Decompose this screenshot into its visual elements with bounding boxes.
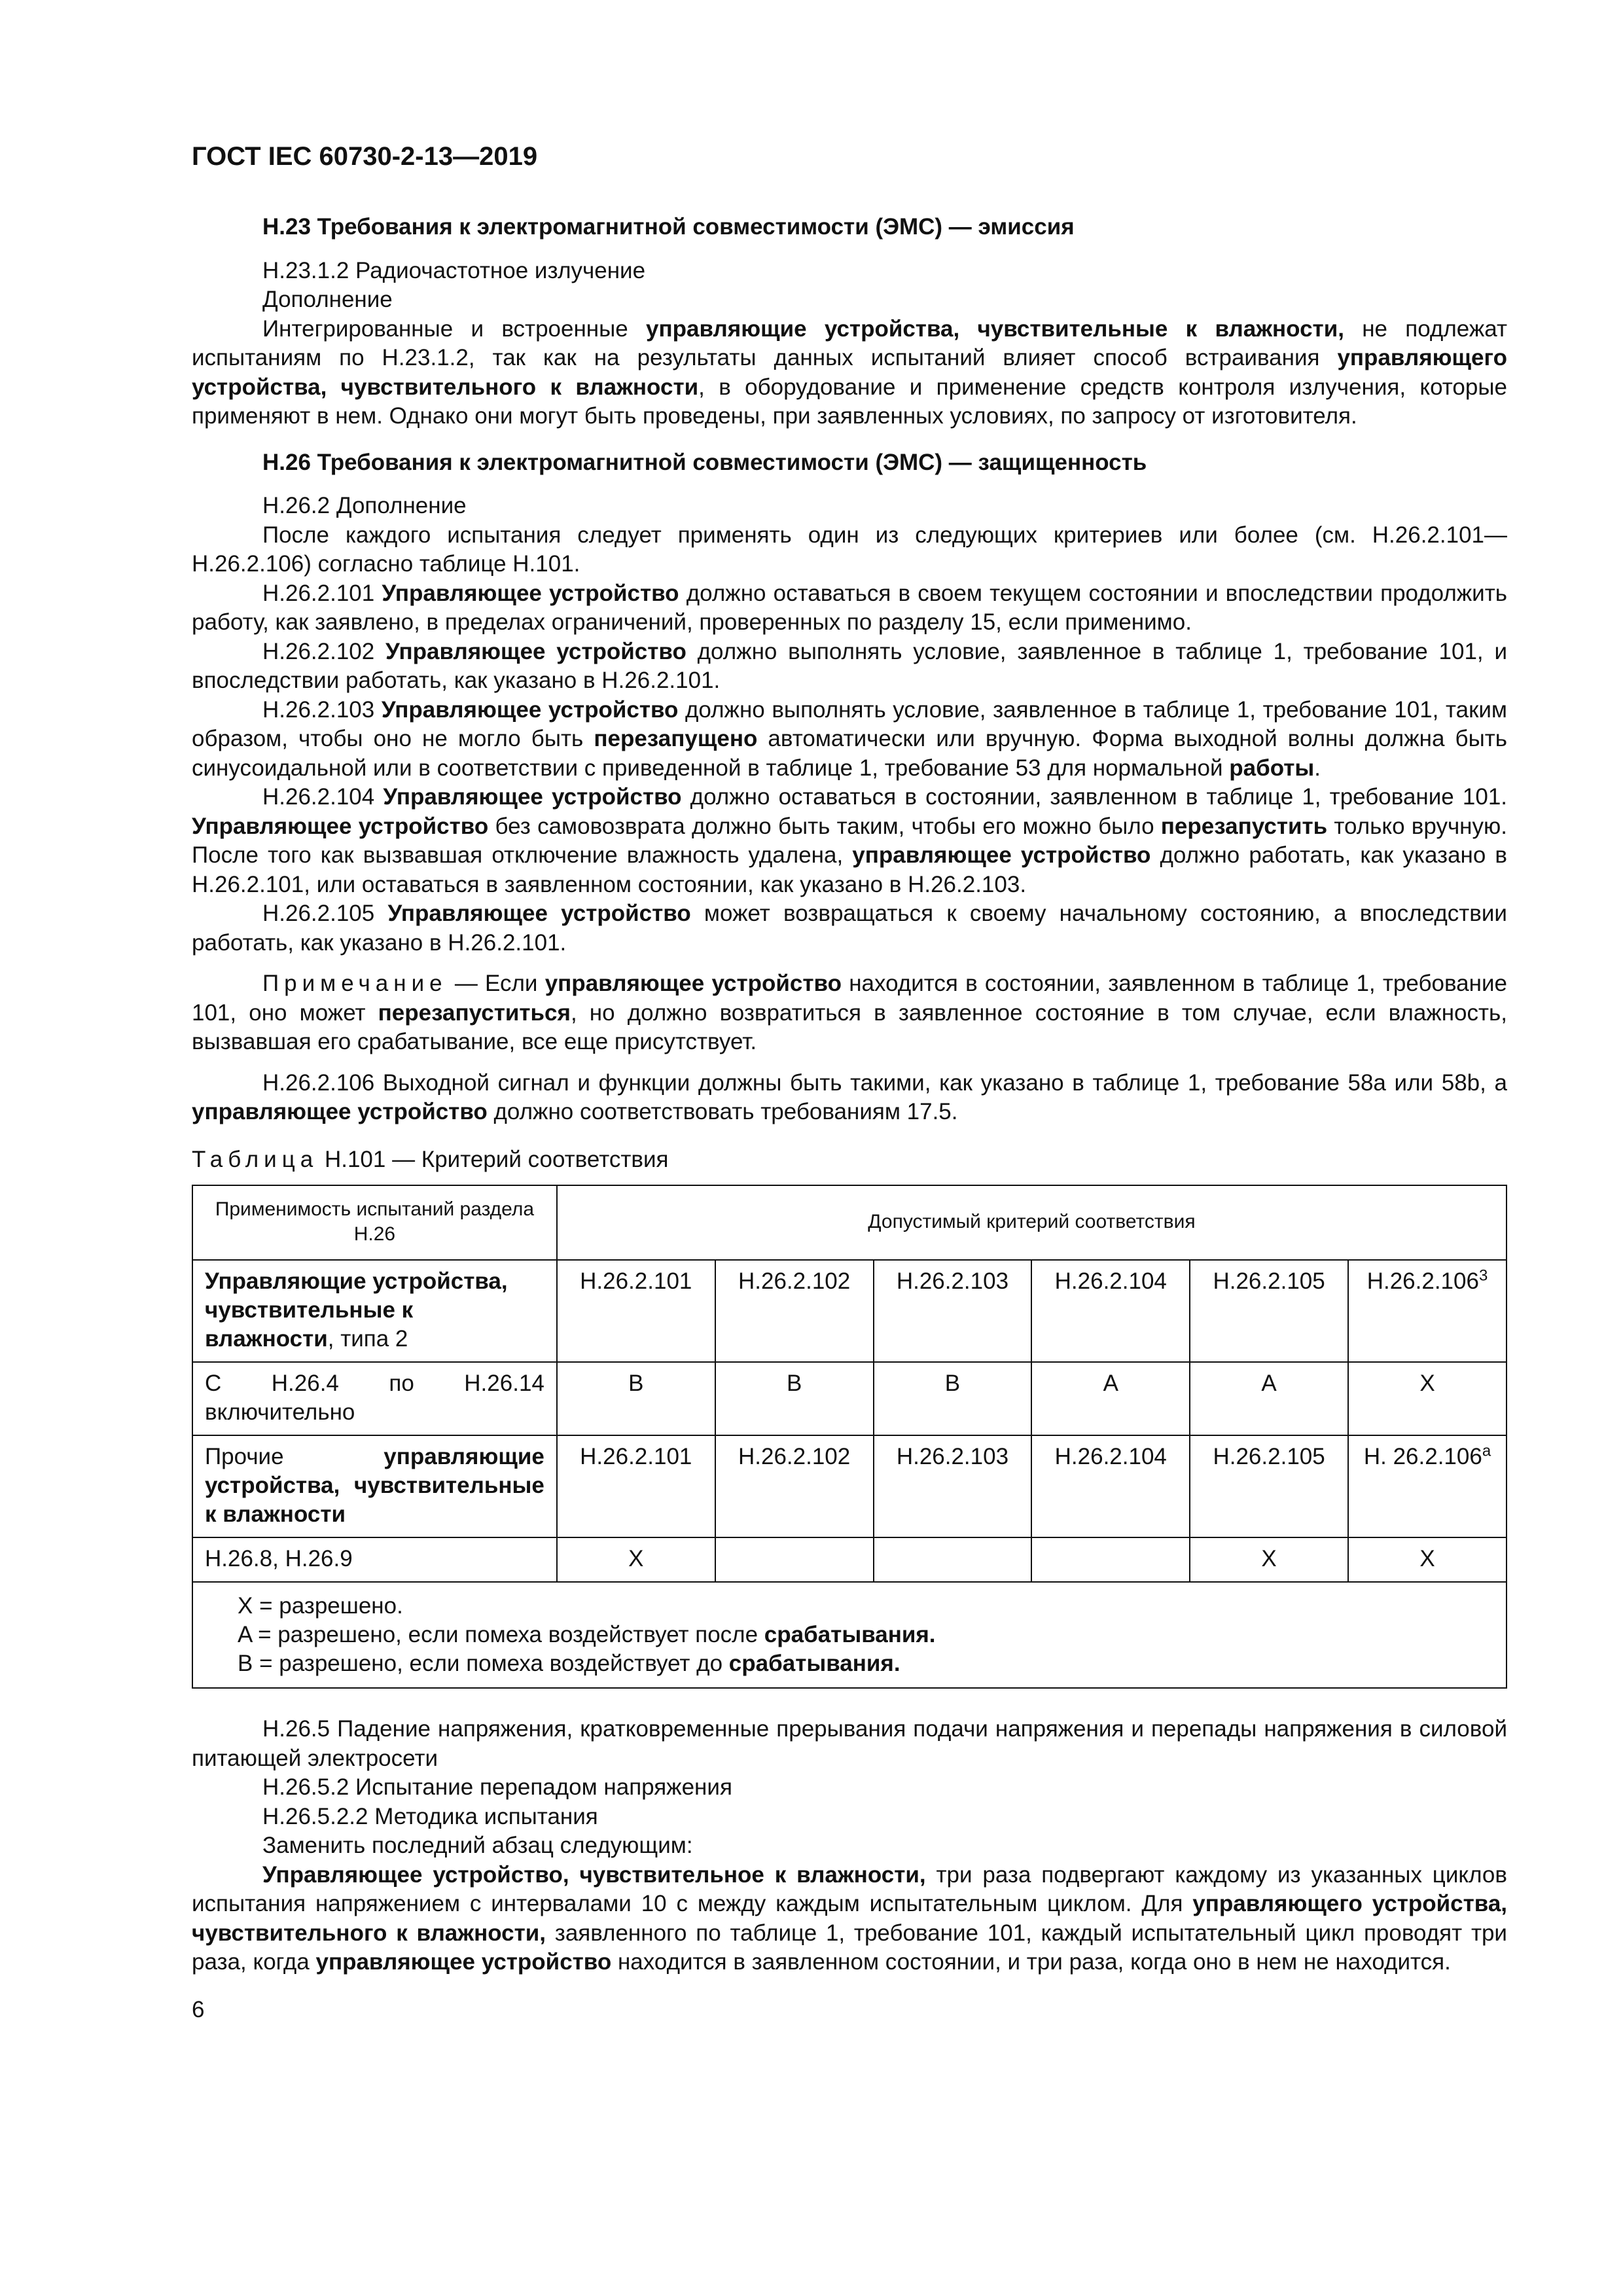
table-header-row	[192, 1185, 1507, 1260]
table-row	[192, 1362, 1507, 1435]
table-cell: H.26.2.101	[557, 1435, 715, 1537]
section-h23-heading: H.23 Требования к электромагнитной совместимости (ЭМС) — эмиссия	[262, 214, 1075, 240]
row4-label: H.26.8, H.26.9	[192, 1537, 557, 1582]
clause-h26-2-103: H.26.2.103 Управляющее устройство должно выполнять условие, заявленное в таблице 1, требование 101, таким образом, чтобы оно не могло быть перезапущено автоматически или вручную. Форма выходной волны должна быть синусоидальной или в соответствии с приведенной в таблице 1, требование 53 для нормальной работы.	[192, 696, 1507, 781]
table-note: A = разрешено, если помеха воздействует после срабатывания.	[238, 1622, 936, 1647]
table-cell: H.26.2.102	[715, 1260, 874, 1362]
table-cell: X	[1348, 1362, 1507, 1435]
table-note: X = разрешено.	[238, 1593, 403, 1619]
table-cell: H.26.2.104	[1031, 1260, 1190, 1362]
replacement-paragraph: Управляющее устройство, чувствительное к влажности, три раза подвергают каждому из указанных циклов испытания напряжением с интервалами 10 с между каждым испытательным циклом. Для управляющего устройства, чувствительного к влажности, заявленного по таблице 1, требование 101, каждый испытательный цикл проводят три раза, когда управляющее устройство находится в заявленном состоянии, и три раза, когда оно в нем не находится.	[192, 1861, 1508, 1975]
table-cell	[715, 1537, 874, 1582]
clause-h26-5-2-2: H.26.5.2.2 Методика испытания	[262, 1803, 598, 1829]
table-cell	[1031, 1537, 1190, 1582]
header-applicability: Применимость испытаний раздела H.26	[192, 1185, 557, 1260]
header-criteria: Допустимый критерий соответствия	[557, 1185, 1507, 1260]
table-cell: H.26.2.103	[874, 1435, 1032, 1537]
table-cell: H.26.2.104	[1031, 1435, 1190, 1537]
row3-label: Прочие управляющие устройства, чувствительные к влажности	[192, 1435, 557, 1537]
row1-label: Управляющие устройства, чувствительные к влажности, типа 2	[192, 1260, 557, 1362]
clause-h26-2-101: H.26.2.101 Управляющее устройство должно оставаться в своем текущем состоянии и впоследствии продолжить работу, как заявлено, в пределах ограничений, проверенных по разделу 15, если применимо.	[192, 580, 1507, 635]
page-number: 6	[192, 1996, 205, 2022]
clause-h26-2-104: H.26.2.104 Управляющее устройство должно оставаться в состоянии, заявленном в таблице 1, требование 101. Управляющее устройство без самовозврата должно быть таким, чтобы его можно было перезапустить только вручную. После того как вызвавшая отключение влажность удалена, управляющее устройство должно работать, как указано в H.26.2.101, или оставаться в заявленном состоянии, как указано в H.26.2.103.	[192, 784, 1508, 897]
replace-instruction: Заменить последний абзац следующим:	[262, 1833, 693, 1858]
document-page	[192, 141, 1507, 2024]
footnote-marker: 3	[1478, 1266, 1488, 1285]
table-cell	[874, 1537, 1032, 1582]
section-h26-heading: H.26 Требования к электромагнитной совместимости (ЭМС) — защищенность	[262, 449, 1147, 475]
table-notes	[192, 1582, 1507, 1688]
table-row	[192, 1537, 1507, 1582]
table-caption: Таблица H.101 — Критерий соответствия	[192, 1146, 669, 1172]
clause-h26-2-102: H.26.2.102 Управляющее устройство должно выполнять условие, заявленное в таблице 1, требование 101, и впоследствии работать, как указано в H.26.2.101.	[192, 638, 1507, 693]
note-paragraph: Примечание — Если управляющее устройство находится в состоянии, заявленном в таблице 1, требование 101, оно может перезапуститься, но должно возвратиться в заявленное состояние в том случае, если влажность, вызвавшая его срабатывание, все еще присутствует.	[192, 971, 1508, 1054]
table-cell: H.26.2.106$^3$	[1348, 1260, 1507, 1362]
table-row	[192, 1260, 1507, 1362]
table-cell: X	[1190, 1537, 1348, 1582]
document-header: ГОСТ IEC 60730-2-13—2019	[192, 142, 538, 171]
clause-h26-5-2: H.26.5.2 Испытание перепадом напряжения	[262, 1774, 732, 1800]
table-cell: H.26.2.105	[1190, 1435, 1348, 1537]
note-label: Примечание	[262, 971, 448, 996]
table-cell: H.26.2.101	[557, 1260, 715, 1362]
table-cell: A	[1031, 1362, 1190, 1435]
table-cell: A	[1190, 1362, 1348, 1435]
table-cell: H.26.2.102	[715, 1435, 874, 1537]
table-note: B = разрешено, если помеха воздействует до срабатывания.	[238, 1651, 901, 1676]
h23-addition: Дополнение	[262, 287, 393, 312]
table-cell: B	[715, 1362, 874, 1435]
table-cell: B	[874, 1362, 1032, 1435]
clause-h26-2-106: H.26.2.106 Выходной сигнал и функции должны быть такими, как указано в таблице 1, требование 58a или 58b, а управляющее устройство должно соответствовать требованиям 17.5.	[192, 1069, 1507, 1124]
table-notes-row	[192, 1582, 1507, 1688]
table-cell: H. 26.2.106$^a$	[1348, 1435, 1507, 1537]
table-cell: H.26.2.105	[1190, 1260, 1348, 1362]
table-cell: X	[557, 1537, 715, 1582]
h26-subclause: H.26.2 Дополнение	[262, 493, 467, 518]
table-cell: H.26.2.103	[874, 1260, 1032, 1362]
footnote-marker: a	[1482, 1442, 1491, 1460]
clause-h26-5: H.26.5 Падение напряжения, кратковременные прерывания подачи напряжения и перепады напряжения в силовой питающей электросети	[192, 1716, 1507, 1771]
table-cell: X	[1348, 1537, 1507, 1582]
h26-intro: После каждого испытания следует применять один из следующих критериев или более (см. H.26.2.101—H.26.2.106) согласно таблице H.101.	[192, 522, 1507, 577]
h23-subclause: H.23.1.2 Радиочастотное излучение	[262, 257, 646, 283]
h23-paragraph: Интегрированные и встроенные управляющие устройства, чувствительные к влажности, не подлежат испытаниям по H.23.1.2, так как на результаты данных испытаний влияет способ встраивания управляющего устройства, чувствительного к влажности, в оборудование и применение средств контроля излучения, которые применяют в нем. Однако они могут быть проведены, при заявленных условиях, по запросу от изготовителя.	[192, 315, 1507, 429]
table-row	[192, 1435, 1507, 1537]
table-cell: B	[557, 1362, 715, 1435]
row2-label: С H.26.4 по H.26.14 включительно	[192, 1362, 557, 1435]
clause-h26-2-105: H.26.2.105 Управляющее устройство может возвращаться к своему начальному состоянию, а впоследствии работать, как указано в H.26.2.101.	[192, 901, 1507, 956]
criteria-table	[192, 1185, 1507, 1689]
